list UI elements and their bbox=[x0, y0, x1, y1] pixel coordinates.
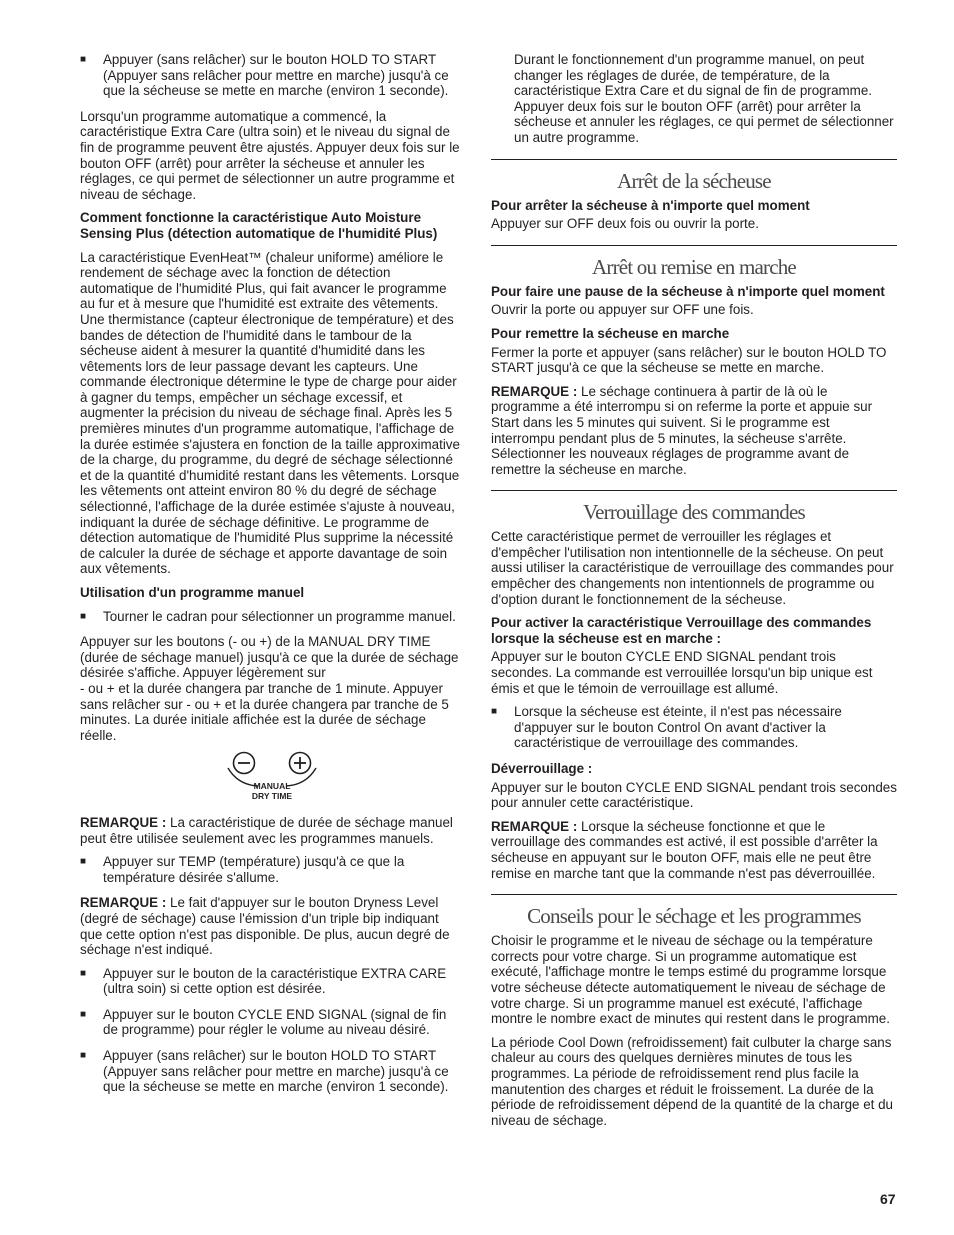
note-manual-only bbox=[80, 815, 464, 846]
manual-dry-time-paragraph bbox=[80, 634, 464, 681]
bullet-cycle-end-signal: ■ Appuyer sur le bouton CYCLE END SIGNAL (signal de fin de programme) pour régler le volume au niveau désiré. bbox=[80, 1007, 464, 1038]
auto-program-paragraph: Lorsqu'un programme automatique a commencé, la caractéristique Extra Care (ultra soin) et le niveau du signal de fin de programme peuvent être ajustés. Appuyer deux fois sur le bouton OFF (arrêt) pour arrêter la sécheuse et annuler les réglages, ce qui permet de sélectionner un autre programme et niveau de séchage. bbox=[80, 108, 460, 202]
left-column bbox=[80, 52, 464, 1105]
page-number: 67 bbox=[880, 1191, 896, 1207]
bullet-hold-to-start: ■ Appuyer (sans relâcher) sur le bouton HOLD TO START (Appuyer sans relâcher pour mettre en marche) jusqu'à ce que la sécheuse se mette en marche (environ 1 seconde). bbox=[80, 52, 464, 99]
section-title-drying-tips: Conseils pour le séchage et les programmes bbox=[527, 904, 861, 929]
manual-change-paragraph: Durant le fonctionnement d'un programme manuel, on peut changer les réglages de durée, de température, de la caractéristique Extra Care et du signal de fin de programme. Appuyer deux fois sur le bouton OFF (arrêt) pour arrêter la sécheuse et annuler les réglages, ce qui permet de sélectionner un autre programme. bbox=[514, 52, 894, 145]
tips-paragraph-1: Choisir le programme et le niveau de séchage ou la température corrects pour votre charge. Si un programme automatique est exécuté, l'affichage montre le temps estimé du programme lorsque votre sécheuse détecte automatiquement le niveau de séchage de votre charge. Si un programme manuel est exécuté, l'affichage montre le nombre exact de minutes qui restent dans le programme. bbox=[491, 933, 890, 1027]
manual-dry-time-icon bbox=[80, 751, 464, 805]
activate-lock-subheading: Pour activer la caractéristique Verrouillage des commandes lorsque la sécheuse est en marche : bbox=[491, 615, 872, 646]
bullet-hold-to-start-2: ■ Appuyer (sans relâcher) sur le bouton HOLD TO START (Appuyer sans relâcher pour mettre en marche) jusqu'à ce que la sécheuse se mette en marche (environ 1 seconde). bbox=[80, 1048, 464, 1095]
icon-label-manual: MANUAL bbox=[253, 781, 291, 792]
section-divider bbox=[491, 894, 897, 895]
note-text: La caractéristique de durée de séchage manuel peut être utilisée seulement avec les programmes manuels. bbox=[80, 814, 453, 846]
bullet-extra-care: ■ Appuyer sur le bouton de la caractéristique EXTRA CARE (ultra soin) si cette option est désirée. bbox=[80, 966, 464, 997]
note-label: REMARQUE : bbox=[491, 383, 578, 399]
stop-subheading: Pour arrêter la sécheuse à n'importe quel moment bbox=[491, 197, 810, 213]
manual-dry-time-text-a: Appuyer sur les boutons (- ou +) de la MANUAL DRY TIME (durée de séchage manuel) jusqu'à ce que la durée de séchage désirée s'affiche. Appuyer légèrement sur bbox=[80, 634, 459, 681]
manual-dry-time-paragraph-cont: - ou + et la durée changera par tranche de 1 minute. Appuyer sans relâcher sur - ou + et la durée changera par tranche de 5 minutes. La durée initiale affichée est la durée de séchage réelle. bbox=[80, 680, 449, 743]
bullet-temp: ■ Appuyer sur TEMP (température) jusqu'à ce que la température désirée s'allume. bbox=[80, 854, 464, 885]
manual-program-heading: Utilisation d'un programme manuel bbox=[80, 585, 305, 600]
note-text: Le séchage continuera à partir de là où le programme a été interrompu si on referme la porte et appuie sur Start dans les 5 minutes qui suivent. Si le programme est interrompu pendant plus de 5 minutes, la sécheuse s'arrête. Sélectionner les nouveaux réglages de programme avant de remettre la sécheuse en marche. bbox=[491, 383, 873, 477]
bullet-turn-dial: ■ Tourner le cadran pour sélectionner un programme manuel. bbox=[80, 609, 464, 625]
right-column bbox=[491, 52, 897, 1136]
activate-lock-text: Appuyer sur le bouton CYCLE END SIGNAL pendant trois secondes. La commande est verrouillée lorsqu'un bip unique est émis et que le témoin de verrouillage est allumé. bbox=[491, 649, 873, 696]
section-title-stop: Arrêt de la sécheuse bbox=[617, 168, 771, 193]
note-text: Le fait d'appuyer sur le bouton Dryness Level (degré de séchage) cause l'émission d'un triple bip indiquant que cette option n'est pas disponible. De plus, aucun degré de séchage n'est indiqué. bbox=[80, 895, 450, 958]
section-divider bbox=[491, 245, 897, 246]
note-dryness-level bbox=[80, 895, 464, 957]
lock-note bbox=[491, 819, 897, 881]
section-divider bbox=[491, 159, 897, 160]
section-divider bbox=[491, 490, 897, 491]
note-label: REMARQUE : bbox=[80, 814, 167, 830]
icon-label-dry-time: DRY TIME bbox=[251, 791, 293, 802]
bullet-dryer-off: ■ Lorsque la sécheuse est éteinte, il n'est pas nécessaire d'appuyer sur le bouton Control On avant d'activer la caractéristique de verrouillage des commandes. bbox=[491, 704, 897, 751]
note-label: REMARQUE : bbox=[80, 895, 167, 911]
unlock-text: Appuyer sur le bouton CYCLE END SIGNAL pendant trois secondes pour annuler cette caractéristique. bbox=[491, 779, 897, 811]
stop-text: Appuyer sur OFF deux fois ou ouvrir la porte. bbox=[491, 216, 759, 232]
pause-subheading: Pour faire une pause de la sécheuse à n'importe quel moment bbox=[491, 283, 885, 299]
restart-note bbox=[491, 384, 897, 478]
evenheat-paragraph: La caractéristique EvenHeat™ (chaleur uniforme) améliore le rendement de séchage avec la fonction de détection automatique de l'humidité Plus, qui fait avancer le programme au fur et à mesure que l'humidité est extraite des vêtements. Une thermistance (capteur électronique de température) et des bandes de détection de l'humidité dans le tambour de la sécheuse aident à mesurer la quantité d'humidité dans les vêtements lors de leur passage devant les capteurs. Une commande électronique détermine le type de charge pour aider à gagner du temps, empêcher un séchage excessif, et augmenter la précision du niveau de séchage final. Après les 5 premières minutes d'un programme automatique, l'affichage de la durée estimée s'ajustera en fonction de la taille approximative de la charge, du programme, du degré de séchage sélectionné et de la quantité d'humidité restant dans les vêtements. Lorsque les vêtements ont atteint environ 80 % du degré de séchage sélectionné, l'affichage de la durée estimée s'ajuste à nouveau, indiquant la durée de séchage définitive. Le programme de détection automatique de l'humidité Plus supprime la nécessité de calculer la durée de séchage et apporte davantage de soin aux vêtements. bbox=[80, 249, 460, 577]
restart-subheading: Pour remettre la sécheuse en marche bbox=[491, 325, 730, 341]
control-lock-intro: Cette caractéristique permet de verrouiller les réglages et d'empêcher l'utilisation non intentionnelle de la sécheuse. On peut aussi utiliser la caractéristique de verrouillage des commandes pour empêcher des changements non intentionnels de programme ou d'option durant le fonctionnement de la sécheuse. bbox=[491, 529, 894, 607]
unlock-subheading: Déverrouillage : bbox=[491, 761, 593, 776]
note-text: Lorsque la sécheuse fonctionne et que le verrouillage des commandes est activé, il est possible d'arrêter la sécheuse en appuyant sur le bouton OFF, mais elle ne peut être remise en marche tant que la commande n'est pas déverrouillée. bbox=[491, 818, 878, 881]
note-label: REMARQUE : bbox=[491, 818, 578, 834]
section-title-pause-restart: Arrêt ou remise en marche bbox=[592, 254, 796, 279]
section-title-control-lock: Verrouillage des commandes bbox=[583, 500, 805, 525]
auto-moisture-heading: Comment fonctionne la caractéristique Auto Moisture Sensing Plus (détection automatique de l'humidité Plus) bbox=[80, 210, 438, 241]
restart-text: Fermer la porte et appuyer (sans relâcher) sur le bouton HOLD TO START jusqu'à ce que la sécheuse se mette en marche. bbox=[491, 344, 887, 376]
tips-paragraph-2: La période Cool Down (refroidissement) fait culbuter la charge sans chaleur au cours des quelques dernières minutes de tous les programmes. La période de refroidissement rend plus facile la manutention des charges et réduit le froissement. La durée de la période de refroidissement dépend de la quantité de la charge et du niveau de séchage. bbox=[491, 1034, 894, 1128]
pause-text: Ouvrir la porte ou appuyer sur OFF une fois. bbox=[491, 302, 754, 318]
